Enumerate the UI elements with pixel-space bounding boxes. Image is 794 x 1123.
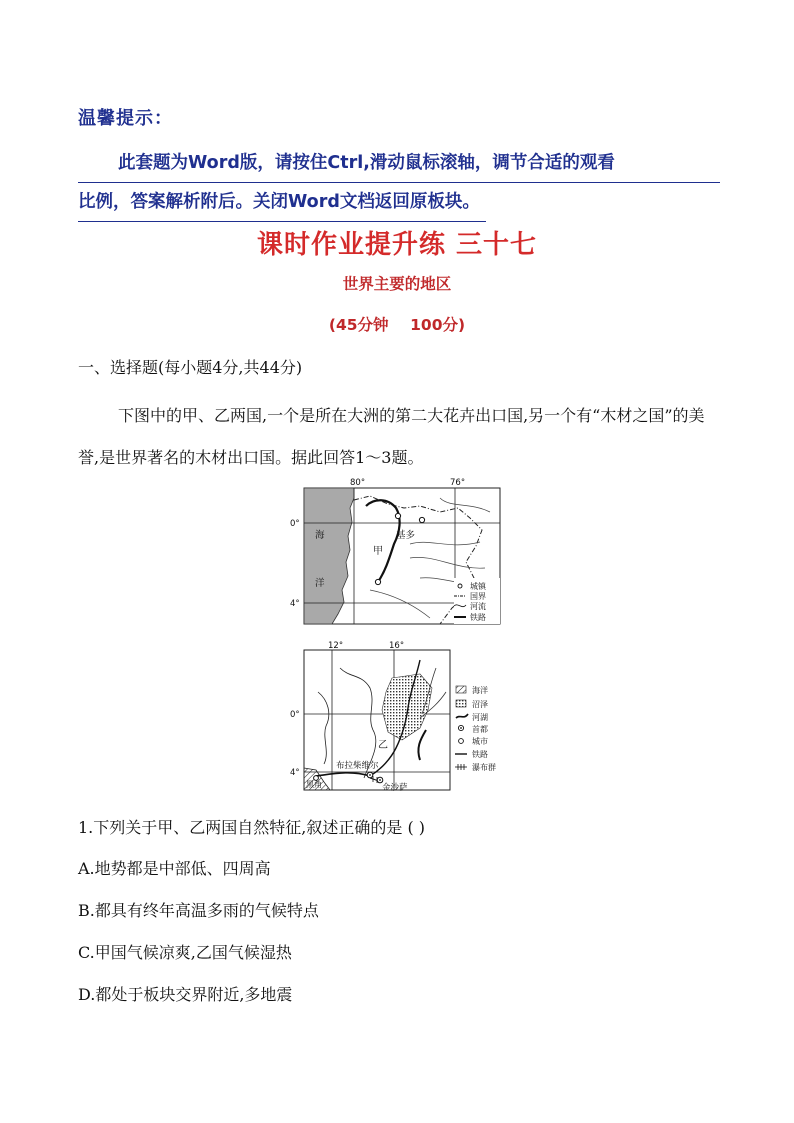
map2-lon-right: 16°: [389, 641, 405, 651]
map1-sea-1: 海: [315, 530, 325, 541]
map1-country: 甲: [373, 546, 383, 557]
map1-legend-2: 河流: [470, 602, 486, 611]
map2-legend-0: 海洋: [472, 686, 488, 695]
map2-legend-2: 河湖: [472, 713, 488, 722]
map2-country: 乙: [378, 740, 388, 751]
map1-legend-0: 城镇: [470, 582, 486, 591]
tip-title: 温馨提示：: [78, 108, 173, 129]
page-title: 课时作业提升练 三十七: [256, 230, 538, 260]
map1-sea-2: 洋: [315, 578, 325, 589]
map2-legend-6: 瀑布群: [472, 763, 496, 772]
map1-lon-left: 80°: [350, 478, 366, 488]
tip-body: [78, 144, 720, 222]
map2-lat-bottom: 4°: [290, 768, 300, 778]
map2-lon-left: 12°: [328, 641, 344, 651]
tip-line-2: 比例，答案解析附后。关闭Word文档返回原板块。: [78, 183, 486, 222]
map-2: [290, 641, 496, 793]
section-heading: 一、选择题(每小题4分,共44分): [78, 358, 303, 377]
map1-lat-top: 0°: [290, 519, 300, 529]
option-a: A.地势都是中部低、四周高: [78, 859, 271, 878]
map2-legend-3: 首都: [472, 725, 488, 734]
page-subtitle: 世界主要的地区: [342, 275, 452, 293]
time-score: (45分钟 100分): [328, 316, 466, 334]
tip-line-1: 此套题为Word版，请按住Ctrl,滑动鼠标滚轴，调节合适的观看: [78, 144, 720, 183]
question-intro: 下图中的甲、乙两国,一个是所在大洲的第二大花卉出口国,另一个有“木材之国”的美誉,是世界著名的木材出口国。据此回答1～3题。: [78, 406, 705, 467]
map2-city1: 布拉柴维尔: [336, 761, 379, 771]
map2-legend: [455, 685, 496, 772]
map1-legend: [454, 578, 500, 624]
option-b: B.都具有终年高温多雨的气候特点: [78, 901, 319, 920]
map2-lat-top: 0°: [290, 710, 300, 720]
maps-figure: [270, 478, 530, 798]
map-1: [290, 478, 500, 624]
map1-lat-bottom: 4°: [290, 599, 300, 609]
map2-city2: 金沙萨: [382, 783, 408, 793]
question-1-stem: 1.下列关于甲、乙两国自然特征,叙述正确的是 ( ): [78, 818, 426, 837]
map2-legend-4: 城市: [472, 737, 488, 746]
map2-city3: 黑角: [306, 780, 322, 789]
option-d: D.都处于板块交界附近,多地震: [78, 985, 293, 1004]
map1-legend-1: 国界: [470, 592, 486, 601]
map1-city: 基多: [396, 530, 416, 541]
map1-lon-right: 76°: [450, 478, 466, 488]
map2-legend-1: 沼泽: [472, 700, 488, 709]
map2-legend-5: 铁路: [472, 750, 488, 759]
option-c: C.甲国气候凉爽,乙国气候湿热: [78, 943, 292, 962]
map1-legend-3: 铁路: [470, 613, 486, 622]
